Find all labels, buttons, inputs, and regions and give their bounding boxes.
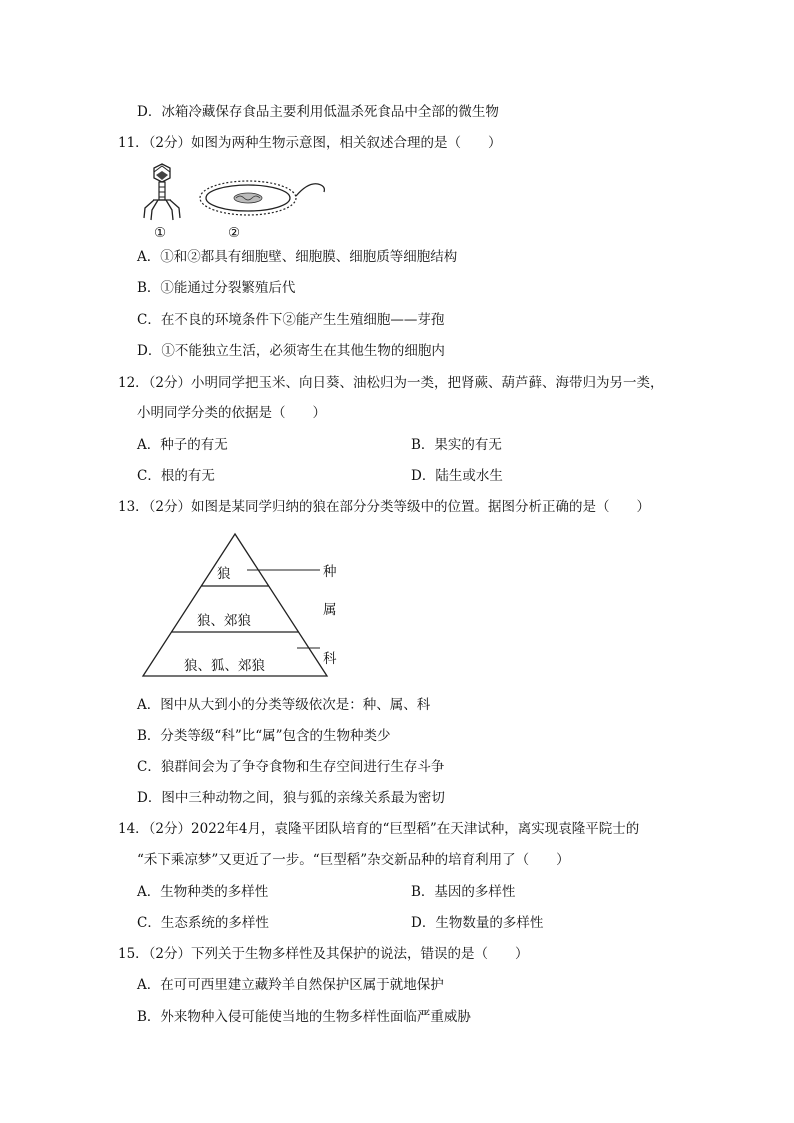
- q14-stem-line2: “禾下乘凉梦”又更近了一步。“巨型稻”杂交新品种的培育利用了（ ）: [137, 852, 570, 868]
- pyramid-label-species: 种: [323, 564, 337, 580]
- q13-option-a: A．图中从大到小的分类等级依次是：种、属、科: [137, 697, 431, 713]
- q10-option-d: D．冰箱冷藏保存食品主要利用低温杀死食品中全部的微生物: [137, 104, 499, 120]
- q14-option-a: A．生物种类的多样性: [137, 884, 269, 900]
- bacterium-illustration: [200, 181, 324, 215]
- q12-stem-line1: 12．（2分）小明同学把玉米、向日葵、油松归为一类，把肾蕨、葫芦藓、海带归为另一类，: [118, 375, 664, 391]
- q15-option-a: A．在可可西里建立藏羚羊自然保护区属于就地保护: [137, 977, 444, 993]
- q11-option-a: A．①和②都具有细胞壁、细胞膜、细胞质等细胞结构: [137, 249, 458, 265]
- bacteriophage-illustration: [144, 164, 180, 220]
- q12-option-a: A．种子的有无: [137, 437, 228, 453]
- q15-option-b: B．外来物种入侵可能使当地的生物多样性面临严重威胁: [137, 1009, 471, 1025]
- q15-stem: 15．（2分）下列关于生物多样性及其保护的说法，错误的是（ ）: [118, 946, 529, 962]
- q13-stem: 13．（2分）如图是某同学归纳的狼在部分分类等级中的位置。据图分析正确的是（ ）: [118, 499, 651, 515]
- q12-option-c: C．根的有无: [137, 468, 215, 484]
- q14-option-d: D．生物数量的多样性: [411, 915, 544, 931]
- q11-figure: [136, 158, 336, 240]
- q11-option-b: B．①能通过分裂繁殖后代: [137, 280, 296, 296]
- q13-option-d: D．图中三种动物之间，狼与狐的亲缘关系最为密切: [137, 790, 445, 806]
- classification-pyramid: [140, 530, 350, 680]
- q12-option-b: B．果实的有无: [411, 437, 502, 453]
- pyramid-tier-top: 狼: [217, 566, 231, 582]
- pyramid-tier-bottom: 狼、狐、郊狼: [184, 658, 265, 674]
- q14-stem-line1: 14．（2分）2022年4月，袁隆平团队培育的“巨型稻”在天津试种，离实现袁隆平院士的: [118, 821, 640, 837]
- q11-stem: 11．（2分）如图为两种生物示意图，相关叙述合理的是（ ）: [118, 135, 502, 151]
- pyramid-tier-middle: 狼、郊狼: [197, 613, 251, 629]
- q12-option-d: D．陆生或水生: [411, 468, 503, 484]
- q11-label-1: ①: [154, 225, 167, 240]
- q14-option-c: C．生态系统的多样性: [137, 915, 269, 931]
- q13-option-b: B．分类等级“科”比“属”包含的生物种类少: [137, 728, 391, 744]
- q13-option-c: C．狼群间会为了争夺食物和生存空间进行生存斗争: [137, 759, 445, 775]
- q12-stem-line2: 小明同学分类的依据是（ ）: [137, 405, 326, 421]
- q11-label-2: ②: [228, 225, 241, 240]
- q11-option-d: D．①不能独立生活，必须寄生在其他生物的细胞内: [137, 343, 445, 359]
- q14-option-b: B．基因的多样性: [411, 884, 516, 900]
- q11-option-c: C．在不良的环境条件下②能产生生殖细胞——芽孢: [137, 312, 445, 328]
- pyramid-label-genus: 属: [323, 602, 337, 618]
- pyramid-label-family: 科: [323, 651, 337, 667]
